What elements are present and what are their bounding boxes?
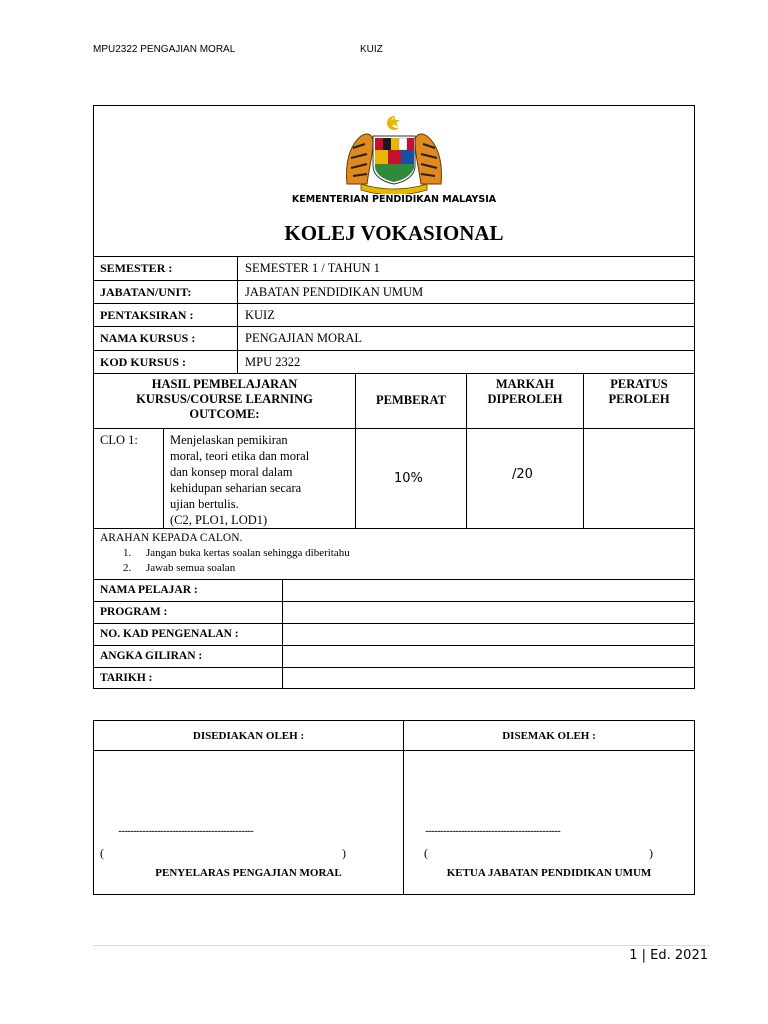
clo-weight: 10% [394,471,423,486]
checked-role: KETUA JABATAN PENDIDIKAN UMUM [446,867,652,879]
date-label: TARIKH : [100,672,153,684]
prepared-signature-line: .......................................................................................... [118,824,253,835]
course-code-label: KOD KURSUS : [100,355,187,369]
clo-description: Menjelaskan pemikiran moral, teori etika dan moral dan konsep moral dalam kehidupan seharian secara ujian bertulis. (C2, PLO1, LOD1) [170,433,310,527]
checked-signature-line: .......................................................................................... [425,824,560,835]
header-course: MPU2322 PENGAJIAN MORAL [93,44,236,55]
signature-box [93,720,695,895]
cover-box [93,105,695,689]
ic-number-label: NO. KAD PENGENALAN : [100,628,239,640]
marks-header: MARKAH DIPEROLEH [487,377,563,406]
checked-open-paren: ( [424,846,428,860]
program-label: PROGRAM : [100,606,168,618]
department-label: JABATAN/UNIT: [100,285,192,299]
index-number-field[interactable] [283,646,694,667]
clo-marks: /20 [512,467,533,482]
assessment-label: PENTAKSIRAN : [100,308,194,322]
course-name-label: NAMA KURSUS : [100,331,196,345]
program-field[interactable] [283,602,694,623]
page-footer: 1 | Ed. 2021 [629,948,708,963]
checked-by-title: DISEMAK OLEH : [502,730,596,742]
instruction-num-2: 2. [123,562,132,574]
ic-number-field[interactable] [283,624,694,645]
semester-value: SEMESTER 1 / TAHUN 1 [245,261,380,275]
instruction-item-2: Jawab semua soalan [146,562,236,574]
instruction-num-1: 1. [123,547,132,559]
course-code-value: MPU 2322 [245,355,301,369]
prepared-by-title: DISEDIAKAN OLEH : [192,730,305,742]
prepared-role: PENYELARAS PENGAJIAN MORAL [155,867,342,879]
prepared-close-paren: ) [342,846,346,860]
coat-of-arms-icon [339,114,449,194]
instruction-item-1: Jangan buka kertas soalan sehingga diberitahu [146,547,350,559]
checked-close-paren: ) [649,846,653,860]
ministry-name: KEMENTERIAN PENDIDIKAN MALAYSIA [291,194,497,205]
header-type: KUIZ [360,44,383,55]
course-name-value: PENGAJIAN MORAL [245,331,363,345]
weight-header: PEMBERAT [376,393,446,407]
assessment-value: KUIZ [245,308,275,322]
department-value: JABATAN PENDIDIKAN UMUM [245,285,424,299]
prepared-open-paren: ( [100,846,104,860]
student-name-field[interactable] [283,580,694,601]
percent-header: PERATUS PEROLEH [608,377,670,406]
outcome-header: HASIL PEMBELAJARAN KURSUS/COURSE LEARNING OUTCOME: [136,377,313,421]
clo-code: CLO 1: [100,433,138,447]
footer-divider [93,945,710,946]
semester-label: SEMESTER : [100,261,173,275]
date-field[interactable] [283,668,694,689]
college-title: KOLEJ VOKASIONAL [284,221,504,245]
index-number-label: ANGKA GILIRAN : [100,650,203,662]
student-name-label: NAMA PELAJAR : [100,584,198,596]
instructions-title: ARAHAN KEPADA CALON. [100,532,243,544]
